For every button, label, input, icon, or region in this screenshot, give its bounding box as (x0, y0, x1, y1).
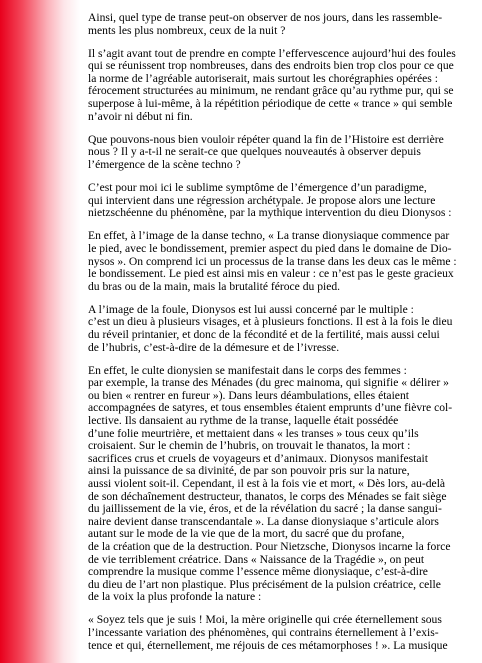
text-line: l’incessante variation des phénomènes, qui contrains éternellement à l’exis- (88, 626, 439, 640)
text-line: En effet, le culte dionysien se manifestait dans le corps des femmes : (88, 363, 407, 377)
text-line: de son déchaînement destructeur, thanatos, le corps des Ménades se fait siège (88, 489, 447, 503)
text-line: nysos ». On comprend ici un processus de la transe dans les deux cas le même : (88, 254, 457, 268)
text-line: En effet, à l’image de la danse techno, « La transe dionysiaque commence par (88, 229, 450, 243)
text-line: « Soyez tels que je suis ! Moi, la mère originelle qui crée éternellement sous (88, 613, 442, 627)
text-line: Ainsi, quel type de transe peut-on observer de nos jours, dans les rassemble- (88, 11, 443, 24)
text-line: Il s’agit avant tout de prendre en compte l’effervescence aujourd’hui des foules (88, 46, 456, 60)
text-line: du réveil printanier, et donc de la fécondité et de la fertilité, mais aussi celui (88, 327, 440, 341)
text-line: l’émergence de la scène techno ? (88, 157, 241, 171)
text-line: c’est un dieu à plusieurs visages, et à plusieurs fonctions. Il est à la fois le dieu (88, 315, 453, 329)
document-body (88, 12, 476, 663)
text-line: ainsi la puissance de sa divinité, de par son pouvoir pris sur la nature, (88, 464, 410, 478)
text-line: qui se réunissent trop nombreuses, dans des endroits bien trop clos pour ce que (88, 59, 454, 73)
text-line: sacrifices crus et cruels de voyageurs et d’animaux. Dionysos manifestait (88, 451, 428, 465)
text-line: aussi violent soit-il. Cependant, il est à la fois vie et mort, « Dès lors, au-delà (88, 477, 446, 490)
text-line: ments les plus nombreux, ceux de la nuit ? (88, 23, 286, 37)
text-line: comprendre la musique comme l’essence même dionysiaque, c’est-à-dire (88, 565, 428, 579)
paragraph (88, 230, 476, 293)
text-line: autant sur le mode de la vie que de la mort, du sacré que du profane, (88, 527, 405, 541)
text-line: le pied, avec le bondissement, premier aspect du pied dans le domaine de Dio- (88, 241, 452, 255)
text-line: nous ? Il y a-t-il ne serait-ce que quelques nouveautés à observer depuis (88, 145, 421, 159)
text-line: nietzschéenne du phénomène, par la mythique intervention du dieu Dionysos : (88, 206, 452, 220)
text-line: croisaient. Sur le chemin de l’hubris, on trouvait le thanatos, la mort : (88, 439, 411, 453)
text-line: férocement structurées au minimum, ne rendant grâce qu’au rythme pur, qui se (88, 84, 454, 98)
text-line: de la création que de la destruction. Pour Nietzsche, Dionysos incarne la force (88, 539, 451, 553)
text-line: du bras ou de la main, mais la brutalité féroce du pied. (88, 279, 341, 293)
text-line: naire devient danse transcendantale ». La danse dionysiaque s’articule alors (88, 514, 439, 528)
paragraph (88, 182, 476, 220)
text-line: le bondissement. Le pied est ainsi mis en valeur : ce n’est pas le geste gracieux (88, 267, 454, 281)
text-line: C’est pour moi ici le sublime symptôme de l’émergence d’un paradigme, (88, 181, 427, 195)
text-line: tence et qui, éternellement, me réjouis de ces métamorphoses ! ». La musique (88, 638, 448, 652)
text-line: du dieu de l’art non plastique. Plus précisément de la pulsion créatrice, celle (88, 577, 441, 591)
text-line: n’avoir ni début ni fin. (88, 109, 193, 123)
paragraph (88, 48, 476, 124)
text-line: de vie terriblement créatrice. Dans « Naissance de la Tragédie », on peut (88, 552, 425, 566)
text-line: la norme de l’agréable autoriserait, mais surtout les chorégraphies opérées : (88, 71, 438, 85)
text-line: de la voix la plus profonde la nature : (88, 590, 262, 604)
text-line: par exemple, la transe des Ménades (du grec mainoma, qui signifie « délirer » (88, 376, 449, 390)
text-line: d’une folie meurtrière, et mettaient dans « les transes » tous ceux qu’ils (88, 426, 419, 440)
paragraph (88, 12, 476, 37)
text-line: Que pouvons-nous bien vouloir répéter quand la fin de l’Histoire est derrière (88, 132, 444, 146)
text-line: accompagnées de satyres, et tous ensembles étaient emprunts d’une fièvre col- (88, 401, 453, 415)
paragraph (88, 134, 476, 172)
paragraph (88, 614, 476, 652)
text-line: du jaillissement de la vie, éros, et de la révélation du sacré ; la danse sangui- (88, 502, 442, 516)
text-line: superpose à lui-même, à la répétition périodique de cette « trance » qui semble (88, 97, 453, 111)
paragraph (88, 304, 476, 354)
text-line: lective. Ils dansaient au rythme de la transe, laquelle était possédée (88, 414, 399, 428)
text-line: qui intervient dans une régression archétypale. Je propose alors une lecture (88, 193, 436, 207)
paragraph (88, 365, 476, 604)
text-line: A l’image de la foule, Dionysos est lui aussi concerné par le multiple : (88, 302, 414, 316)
text-line: ou bien « rentrer en fureur »). Dans leurs déambulations, elles étaient (88, 388, 409, 402)
text-line: de l’hubris, c’est-à-dire de la démesure et de l’ivresse. (88, 340, 340, 354)
